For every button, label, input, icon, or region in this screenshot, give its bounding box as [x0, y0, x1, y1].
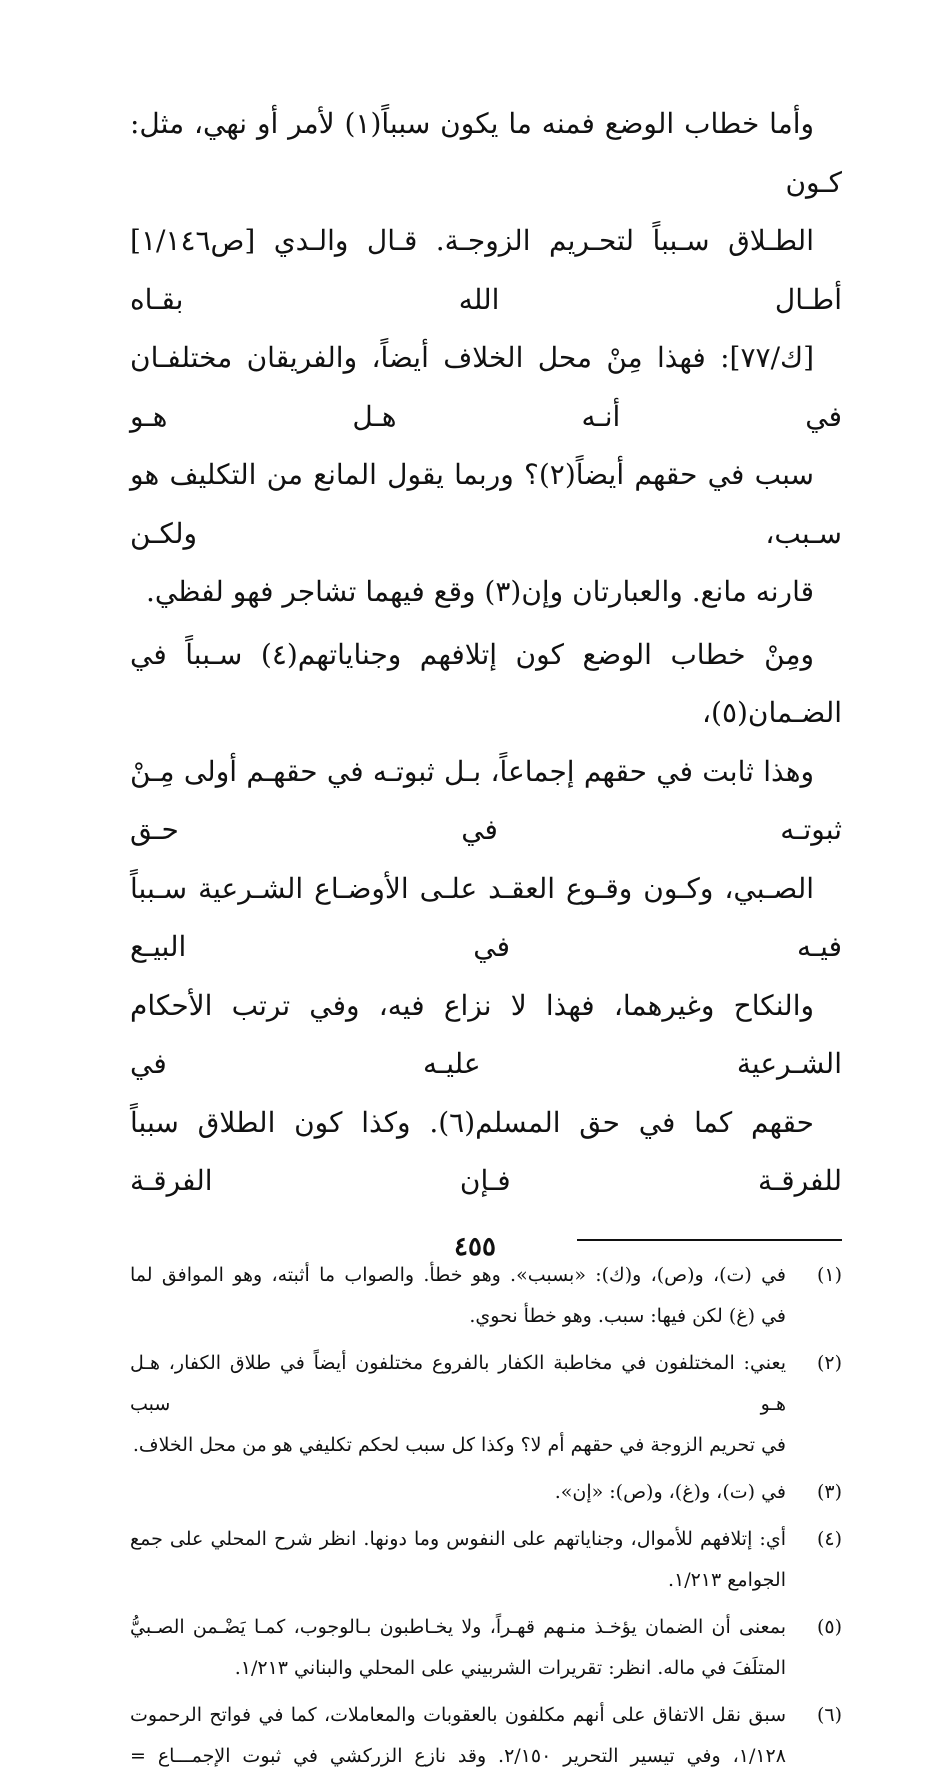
text-line: سبب في حقهم أيضاً(٢)؟ وربما يقول المانع من التكليف هو سـبب، ولكـن — [130, 458, 842, 550]
text-line: قارنه مانع. والعبارتان وإن(٣) وقع فيهما تشاجر فهو لفظي. — [145, 575, 814, 608]
page-number: ٤٥٥ — [454, 1232, 496, 1262]
footnote-line: في تحريم الزوجة في حقهم أم لا؟ وكذا كل سبب لحكم تكليفي هو من محل الخلاف. — [132, 1433, 786, 1456]
footnote-number: (٥) — [816, 1615, 842, 1638]
body-paragraph-2 — [130, 626, 842, 1211]
footnote-4 — [130, 1519, 842, 1601]
footnote-text — [130, 1255, 786, 1337]
text-line: حقهم كما في حق المسلم(٦). وكذا كون الطلاق سبباً للفرقـة فـإن الفرقـة — [130, 1105, 842, 1197]
footnote-text — [130, 1343, 786, 1466]
footnote-line: يعني: المختلفون في مخاطبة الكفار بالفروع مختلفون أيضاً في طلاق الكفار، هـل هـو سبب — [130, 1351, 786, 1415]
footnote-5 — [130, 1607, 842, 1689]
footnote-line: أي: إتلافهم للأموال، وجناياتهم على النفوس وما دونها. انظر شرح المحلي على جمع — [130, 1527, 786, 1550]
footnote-line: في (ت)، و(ص)، و(ك): «بسبب». وهو خطأ. والصواب ما أثبته، وهو الموافق لما — [130, 1263, 786, 1286]
text-line: والنكاح وغيرهما، فهذا لا نزاع فيه، وفي ترتب الأحكام الشـرعية عليـه في — [130, 988, 842, 1080]
footnote-line: ١/١٢٨، وفي تيسير التحرير ٢/١٥٠. وقد نازع الزركشي في ثبوت الإجمـــاع = — [130, 1744, 786, 1767]
footnote-text — [130, 1695, 786, 1777]
footnote-line: سبق نقل الاتفاق على أنهم مكلفون بالعقوبات والمعاملات، كما في فواتح الرحموت — [130, 1703, 786, 1726]
text-line: وأما خطاب الوضع فمنه ما يكون سبباً(١) لأمر أو نهي، مثل: كـون — [130, 107, 842, 199]
text-line: [ك/٧٧]: فهذا مِنْ محل الخلاف أيضاً، والفريقان مختلفـان في أنـه هـل هـو — [130, 341, 842, 433]
footnote-3 — [130, 1472, 842, 1513]
footnote-line: في (غ) لكن فيها: سبب. وهو خطأ نحوي. — [469, 1304, 786, 1327]
footnote-number: (٤) — [816, 1527, 842, 1550]
text-line: ومِنْ خطاب الوضع كون إتلافهم وجناياتهم(٤) سـبباً في الضـمان(٥)، — [130, 637, 842, 729]
footnote-1 — [130, 1255, 842, 1337]
footnote-line: في (ت)، و(غ)، و(ص): «إن». — [554, 1480, 786, 1503]
footnotes — [130, 1255, 842, 1777]
footnote-line: الجوامع ١/٢١٣. — [667, 1568, 786, 1591]
footnote-text — [130, 1519, 786, 1601]
text-line: الصـبي، وكـون وقـوع العقـد علـى الأوضـاع الشـرعية سـبباً فيـه في البيـع — [130, 871, 842, 963]
body-paragraph-1 — [130, 95, 842, 622]
footnote-6 — [130, 1695, 842, 1777]
page-content — [130, 95, 842, 1783]
text-line: الطـلاق سـبباً لتحـريم الزوجـة. قـال والـدي [ص١/١٤٦] أطـال الله بقـاه — [130, 224, 842, 316]
footnote-number: (١) — [816, 1263, 842, 1286]
footnote-2 — [130, 1343, 842, 1466]
footnote-line: بمعنى أن الضمان يؤخـذ منـهم قهـراً، ولا يخـاطبون بـالوجوب، كمـا يَضْـمن الصـبيُّ — [130, 1615, 786, 1638]
footnote-number: (٢) — [816, 1351, 842, 1374]
footnote-number: (٦) — [816, 1703, 842, 1726]
footnote-number: (٣) — [816, 1480, 842, 1503]
footnote-text — [130, 1472, 786, 1513]
text-line: وهذا ثابت في حقهم إجماعاً، بـل ثبوتـه في حقهـم أولى مِـنْ ثبوتـه في حـق — [130, 754, 842, 846]
footnote-line: المتلَفَ في ماله. انظر: تقريرات الشربيني على المحلي والبناني ١/٢١٣. — [234, 1656, 786, 1679]
footnote-text — [130, 1607, 786, 1689]
